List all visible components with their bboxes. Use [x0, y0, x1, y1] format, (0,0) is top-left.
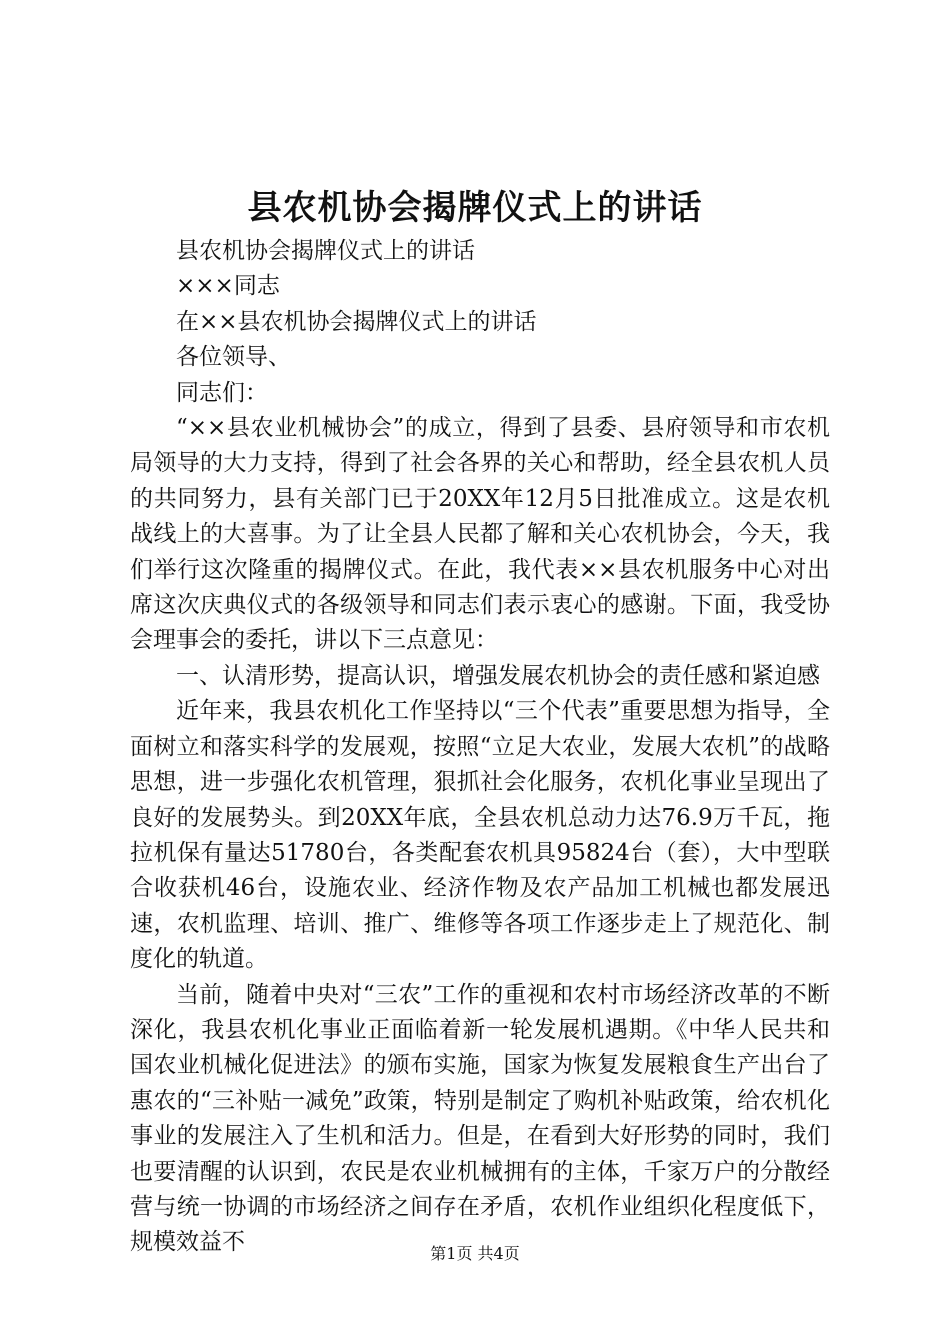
paragraph-salutation-comrades: 同志们： [176, 379, 268, 406]
paragraph-heading-repeat: 县农机协会揭牌仪式上的讲话 [176, 238, 475, 264]
document-title: 县农机协会揭牌仪式上的讲话 [247, 188, 703, 228]
paragraph-introduction: “××县农业机械协会”的成立，得到了县委、县府领导和市农机局领导的大力支持，得到了社会各界的关心和帮助，经全县农机人员的共同努力，县有关部门已于20XX年12月5日批准成立。这是农机战线上的大喜事。为了让全县人民都了解和关心农机协会，今天，我们举行这次隆重的揭牌仪式。在此，我代表××县农机服务中心对出席这次庆典仪式的各级领导和同志们表示衷心的感谢。下面，我受协会理事会的委托，讲以下三点意见： [130, 415, 830, 654]
paragraph-current-situation: 当前，随着中央对“三农”工作的重视和农村市场经济改革的不断深化，我县农机化事业正面临着新一轮发展机遇期。《中华人民共和国农业机械化促进法》的颁布实施，国家为恢复发展粮食生产出台了惠农的“三补贴一减免”政策，特别是制定了购机补贴政策，给农机化事业的发展注入了生机和活力。但是，在看到大好形势的同时，我们也要清醒的认识到，农民是农业机械拥有的主体，千家万户的分散经营与统一协调的市场经济之间存在矛盾，农机作业组织化程度低下，规模效益不 [130, 981, 830, 1256]
page-number: 第1页 共4页 [430, 1244, 520, 1263]
paragraph-recent-years: 近年来，我县农机化工作坚持以“三个代表”重要思想为指导，全面树立和落实科学的发展观，按照“立足大农业，发展大农机”的战略思想，进一步强化农机管理，狠抓社会化服务，农机化事业呈现出了良好的发展势头。到20XX年底，全县农机总动力达76.9万千瓦，拖拉机保有量达51780台，各类配套农机具95824台（套），大中型联合收获机46台，设施农业、经济作物及农产品加工机械也都发展迅速，农机监理、培训、推广、维修等各项工作逐步走上了规范化、制度化的轨道。 [130, 698, 830, 973]
paragraph-occasion: 在××县农机协会揭牌仪式上的讲话 [176, 308, 537, 335]
paragraph-section-one-heading: 一、认清形势，提高认识，增强发展农机协会的责任感和紧迫感 [176, 662, 820, 689]
paragraph-salutation-leaders: 各位领导、 [176, 344, 291, 371]
document-body [130, 234, 830, 1261]
paragraph-speaker: ×××同志 [176, 273, 280, 300]
